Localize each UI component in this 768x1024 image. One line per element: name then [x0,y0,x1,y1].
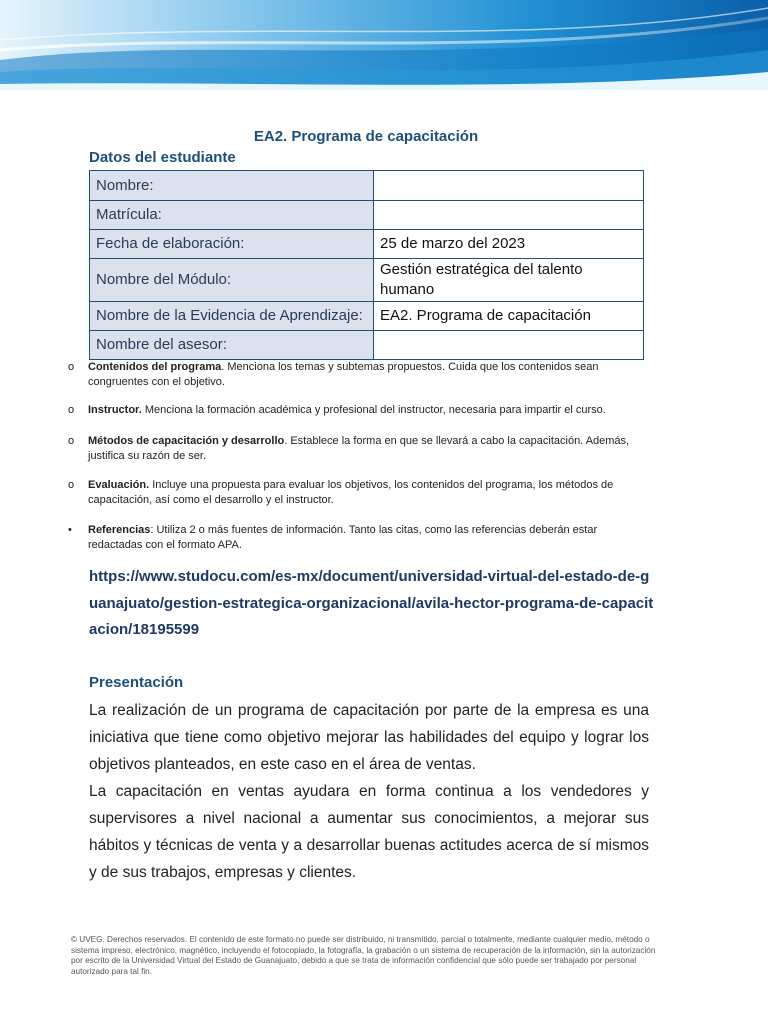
list-item [68,523,648,553]
table-row [90,259,644,302]
row-value-modulo: Gestión estratégica del talento humano [374,259,644,302]
bullet-text: . Menciona los temas y subtemas propuestos. Cuida que los contenidos sean congruentes con el objetivo. [88,361,599,388]
bullet-text: Menciona la formación académica y profesional del instructor, necesaria para impartir el curso. [141,404,606,416]
row-label-asesor: Nombre del asesor: [90,331,374,360]
bullet-title: Evaluación. [88,479,150,491]
row-label-fecha: Fecha de elaboración: [90,230,374,259]
row-label-nombre: Nombre: [90,171,374,201]
list-item [68,403,648,418]
table-row [90,201,644,230]
row-label-matricula: Matrícula: [90,201,374,230]
presentation-heading: Presentación [89,674,184,691]
bullet-marker: o [68,435,75,447]
list-item [68,478,648,508]
bullet-text: Incluye una propuesta para evaluar los objetivos, los contenidos del programa, los métodos de capacitación, así como el desarrollo y el instructor. [88,479,614,506]
row-value-fecha: 25 de marzo del 2023 [374,230,644,259]
bullet-title: Instructor. [88,404,142,416]
table-row [90,302,644,331]
bullet-marker: • [68,524,72,536]
row-value-asesor [374,331,644,360]
bullet-title: Métodos de capacitación y desarrollo [88,435,285,447]
student-data-heading: Datos del estudiante [89,149,236,166]
row-value-matricula [374,201,644,230]
list-item [68,434,648,464]
table-row [90,230,644,259]
list-item [68,360,648,390]
row-label-modulo: Nombre del Módulo: [90,259,374,302]
bullet-title: Referencias [88,524,151,536]
bullet-text: . Establece la forma en que se llevará a cabo la capacitación. Además, justifica su razón de ser. [88,435,630,462]
table-row [90,171,644,201]
bullet-marker: o [68,361,75,373]
bullet-text: : Utiliza 2 o más fuentes de información. Tanto las citas, como las referencias deberán estar redactadas con el formato APA. [88,524,598,551]
bullet-marker: o [68,479,75,491]
bullet-marker: o [68,404,75,416]
copyright-footer: © UVEG. Derechos reservados. El contenido de este formato no puede ser distribuido, ni transmitido, parcial o totalmente, mediante cualquier medio, método o sistema impreso, electrónico, magnético, incluyendo el fotocopiado, la fotografía, la grabación o un sistema de recuperación de la información, sin la autorización por escrito de la Universidad Virtual del Estado de Guanajuato, debido a que se trata de información confidencial que sólo puede ser trabajado por personal autorizado para tal fin. [71,935,656,976]
row-value-nombre [374,171,644,201]
presentation-paragraph-2: La capacitación en ventas ayudara en forma continua a los vendedores y supervisores a nivel nacional a aumentar sus conocimientos, a mejorar sus hábitos y técnicas de venta y a desarrollar buenas actitudes acerca de sí mismos y de sus trabajos, empresas y clientes. [89,783,649,881]
reference-link[interactable]: https://www.studocu.com/es-mx/document/universidad-virtual-del-estado-de-guanajuato/gestion-estrategica-organizacional/avila-hector-programa-de-capacitacion/18195599 [89,568,654,638]
row-value-evidencia: EA2. Programa de capacitación [374,302,644,331]
row-label-evidencia: Nombre de la Evidencia de Aprendizaje: [90,302,374,331]
presentation-paragraph-1: La realización de un programa de capacitación por parte de la empresa es una iniciativa que tiene como objetivo mejorar las habilidades del equipo y lograr los objetivos planteados, en este caso en el área de ventas. [89,702,649,773]
bullet-title: Contenidos del programa [88,361,222,373]
table-row [90,331,644,360]
student-data-table [89,170,644,360]
document-title: EA2. Programa de capacitación [253,128,479,145]
header-banner [0,0,768,98]
